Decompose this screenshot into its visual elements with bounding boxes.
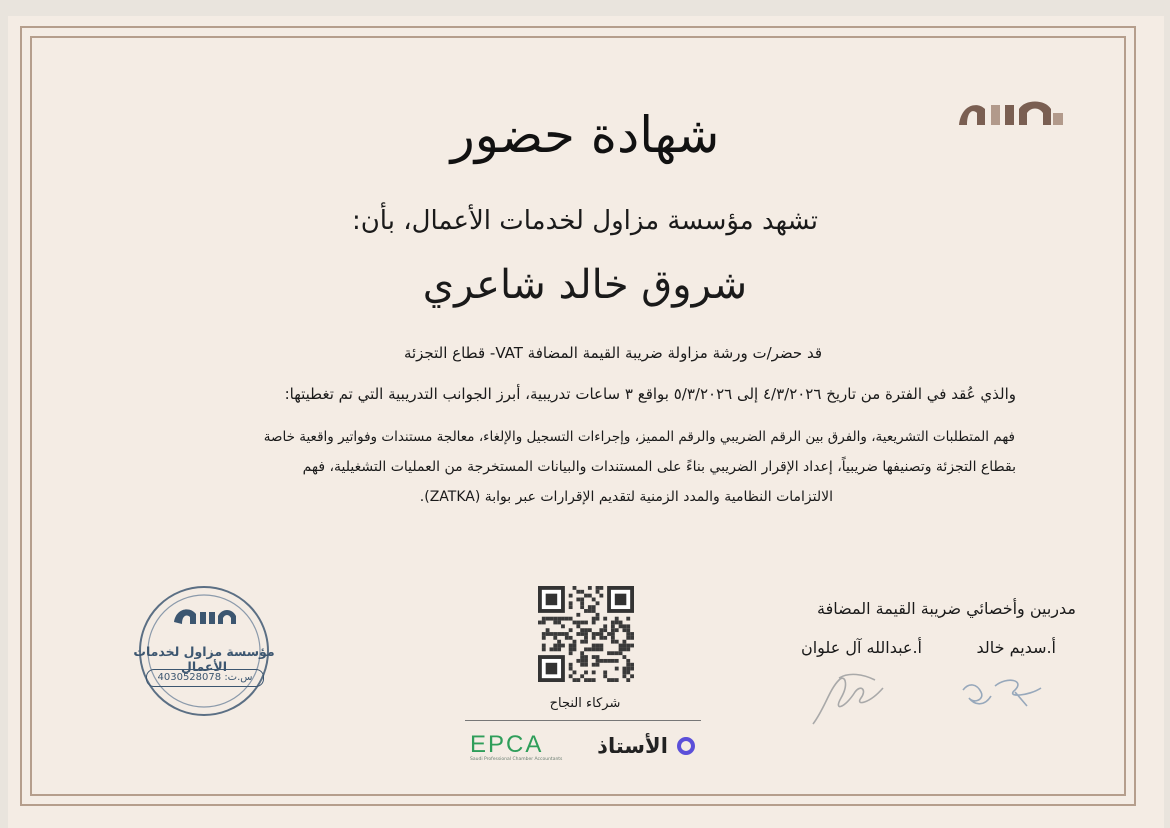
trainer-2-name: أ.عبدالله آل علوان <box>800 638 922 657</box>
stamp-cr-box <box>146 669 264 687</box>
epca-wordmark: EPCA <box>470 731 544 758</box>
ustadh-logo <box>587 734 695 764</box>
recipient-name: شروق خالد شاعري <box>422 262 748 308</box>
topics-line-3: الالتزامات النظامية والمدد الزمنية لتقديم الإقرارات عبر بوابة (ZATKA). <box>419 489 833 505</box>
trainers-heading: مدربين وأخصائي ضريبة القيمة المضافة <box>817 599 1076 618</box>
topics-line-2: بقطاع التجزئة وتصنيفها ضريبياً، إعداد الإقرار الضريبي بناءً على المستندات والبيانات المستخرجة من العمليات التشغيلية، فهم <box>302 459 1016 475</box>
topics-line-1: فهم المتطلبات التشريعية، والفرق بين الرقم الضريبي والرقم المميز، وإجراءات التسجيل والإلغاء، معالجة مستندات وفواتير واقعية خاصة <box>263 429 1015 445</box>
partners-heading: شركاء النجاح <box>549 696 621 711</box>
certificate-title: شهادة حضور <box>450 106 720 164</box>
signature-trainer-1 <box>955 672 1065 714</box>
signature-trainer-2 <box>805 668 895 730</box>
ustadh-wordmark: الأستاذ <box>597 734 668 758</box>
verification-qr-code[interactable] <box>538 586 634 682</box>
stamp-cr-number: 4030528078 <box>157 672 222 683</box>
partners-divider <box>465 720 701 721</box>
intro-line: تشهد مؤسسة مزاول لخدمات الأعمال، بأن: <box>351 206 819 236</box>
company-stamp <box>112 574 296 728</box>
epca-subtitle: Saudi Professional Chamber Accountants <box>470 757 563 762</box>
stamp-org-name: مؤسسة مزاول لخدمات الأعمال <box>133 644 275 674</box>
stamp-cr-label: س.ت: <box>224 672 253 683</box>
held-line: والذي عُقد في الفترة من تاريخ ٤/٣/٢٠٢٦ إلى ٥/٣/٢٠٢٦ بواقع ٣ ساعات تدريبية، أبرز الجوانب التدريبية التي تم تغطيتها: <box>284 385 1016 403</box>
epca-logo <box>470 733 562 767</box>
ustadh-circle-icon <box>677 737 695 755</box>
attended-line: قد حضر/ت ورشة مزاولة ضريبة القيمة المضافة VAT- قطاع التجزئة <box>403 344 822 362</box>
trainer-1-name: أ.سديم خالد <box>976 638 1056 657</box>
